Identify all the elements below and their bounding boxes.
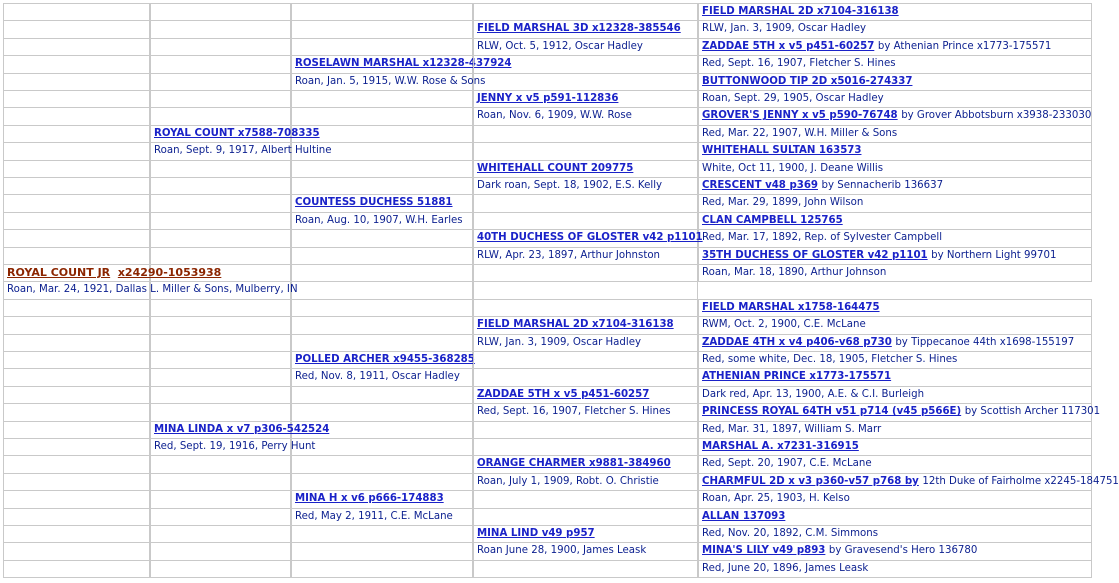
ancestor-link[interactable]: MARSHAL A. x7231-316915 bbox=[702, 441, 859, 452]
gen3-info bbox=[473, 542, 698, 560]
empty-cell bbox=[473, 194, 698, 212]
ancestor-info-text: Dark red, Apr. 13, 1900, A.E. & C.I. Burleigh bbox=[702, 388, 925, 400]
ancestor-info bbox=[698, 386, 1092, 404]
ancestor-info-text: Roan, Mar. 18, 1890, Arthur Johnson bbox=[702, 267, 887, 278]
gen2-name bbox=[291, 351, 473, 369]
gen3-info bbox=[473, 247, 698, 265]
empty-cell bbox=[473, 299, 698, 317]
gen3-info bbox=[473, 177, 698, 195]
empty-cell bbox=[3, 421, 150, 439]
ancestor-link[interactable]: FIELD MARSHAL x1758-164475 bbox=[702, 301, 880, 313]
gen3-info-text: Dark roan, Sept. 18, 1902, E.S. Kelly bbox=[477, 180, 663, 191]
empty-cell bbox=[3, 55, 150, 73]
ancestor-link[interactable]: ZADDAE 4TH x v4 p406-v68 p730 bbox=[702, 336, 892, 348]
ancestor-sire-note: by Northern Light 99701 bbox=[931, 249, 1057, 261]
empty-cell bbox=[3, 473, 150, 491]
empty-cell bbox=[291, 525, 473, 543]
ancestor-info-text: Red, some white, Dec. 18, 1905, Fletcher S. Hines bbox=[702, 354, 958, 365]
ancestor-sire-note: by Scottish Archer 117301 bbox=[964, 406, 1101, 418]
ancestor-name bbox=[698, 368, 1092, 386]
gen2-info bbox=[291, 508, 473, 526]
ancestor-info bbox=[698, 316, 1092, 334]
empty-cell bbox=[291, 20, 473, 38]
empty-cell bbox=[291, 229, 473, 247]
gen1-name bbox=[150, 125, 320, 143]
gen3-link[interactable]: JENNY x v5 p591-112836 bbox=[477, 93, 619, 104]
ancestor-info bbox=[698, 490, 1092, 508]
ancestor-link[interactable]: WHITEHALL SULTAN 163573 bbox=[702, 145, 862, 157]
empty-cell bbox=[473, 125, 698, 143]
ancestor-name bbox=[698, 107, 1092, 125]
ancestor-info-text: Red, Mar. 29, 1899, John Wilson bbox=[702, 197, 864, 209]
ancestor-link[interactable]: CHARMFUL 2D x v3 p360-v57 p768 by bbox=[702, 475, 919, 487]
empty-cell bbox=[150, 177, 291, 195]
gen3-name bbox=[473, 160, 698, 178]
empty-cell bbox=[3, 194, 150, 212]
ancestor-info bbox=[698, 160, 1092, 178]
gen2-info-text: Roan, Aug. 10, 1907, W.H. Earles bbox=[295, 214, 463, 226]
ancestor-info-text: RWM, Oct. 2, 1900, C.E. McLane bbox=[702, 319, 866, 331]
empty-cell bbox=[3, 247, 150, 265]
ancestor-info bbox=[698, 351, 1092, 369]
ancestor-info-text: Roan, Sept. 29, 1905, Oscar Hadley bbox=[702, 93, 884, 104]
empty-cell bbox=[291, 455, 473, 473]
ancestor-sire-note: by Sennacherib 136637 bbox=[821, 180, 944, 191]
empty-cell bbox=[291, 386, 473, 404]
gen3-name bbox=[473, 20, 698, 38]
empty-cell bbox=[473, 368, 698, 386]
empty-cell bbox=[150, 194, 291, 212]
empty-cell bbox=[291, 299, 473, 317]
empty-cell bbox=[473, 560, 698, 578]
empty-cell bbox=[150, 316, 291, 334]
gen2-info bbox=[291, 212, 473, 230]
gen3-info-text: Red, Sept. 16, 1907, Fletcher S. Hines bbox=[477, 406, 671, 418]
gen1-info-text: Roan, Sept. 9, 1917, Albert Hultine bbox=[154, 145, 332, 157]
empty-cell bbox=[150, 334, 291, 352]
ancestor-info-text: Red, Nov. 20, 1892, C.M. Simmons bbox=[702, 528, 879, 539]
gen1-link[interactable]: ROYAL COUNT x7588-708335 bbox=[154, 127, 320, 139]
empty-cell bbox=[3, 177, 150, 195]
ancestor-sire-note: by Grover Abbotsburn x3938-233030 bbox=[901, 110, 1092, 122]
empty-cell bbox=[150, 212, 291, 230]
ancestor-name bbox=[698, 142, 1092, 160]
empty-cell bbox=[150, 38, 291, 56]
empty-cell bbox=[3, 351, 150, 369]
empty-cell bbox=[291, 560, 473, 578]
ancestor-info bbox=[698, 194, 1092, 212]
gen3-info bbox=[473, 334, 698, 352]
gen3-link[interactable]: 40TH DUCHESS OF GLOSTER v42 p1101 bbox=[477, 232, 703, 244]
ancestor-sire-note: by Gravesend's Hero 136780 bbox=[828, 545, 978, 557]
ancestor-info bbox=[698, 20, 1092, 38]
gen3-link[interactable]: ZADDAE 5TH x v5 p451-60257 bbox=[477, 388, 650, 400]
empty-cell bbox=[3, 90, 150, 108]
empty-cell bbox=[3, 334, 150, 352]
empty-cell bbox=[473, 508, 698, 526]
gen3-link[interactable]: FIELD MARSHAL 2D x7104-316138 bbox=[477, 319, 674, 331]
empty-cell bbox=[150, 525, 291, 543]
gen3-info-text: Roan, Nov. 6, 1909, W.W. Rose bbox=[477, 110, 632, 122]
ancestor-name bbox=[698, 247, 1092, 265]
ancestor-name bbox=[698, 38, 1092, 56]
empty-cell bbox=[473, 55, 698, 73]
empty-cell bbox=[291, 90, 473, 108]
empty-cell bbox=[291, 281, 473, 299]
empty-cell bbox=[291, 3, 473, 21]
empty-cell bbox=[291, 438, 473, 456]
empty-cell bbox=[150, 3, 291, 21]
empty-cell bbox=[150, 160, 291, 178]
empty-cell bbox=[473, 438, 698, 456]
empty-cell bbox=[3, 125, 150, 143]
empty-cell bbox=[473, 421, 698, 439]
empty-cell bbox=[150, 247, 291, 265]
ancestor-info-text: Red, Sept. 16, 1907, Fletcher S. Hines bbox=[702, 58, 896, 70]
ancestor-info bbox=[698, 90, 1092, 108]
empty-cell bbox=[3, 3, 150, 21]
empty-cell bbox=[150, 386, 291, 404]
empty-cell bbox=[3, 38, 150, 56]
empty-cell bbox=[150, 90, 291, 108]
empty-cell bbox=[3, 20, 150, 38]
ancestor-info bbox=[698, 421, 1092, 439]
ancestor-name bbox=[698, 334, 1092, 352]
gen3-info-text: Roan, July 1, 1909, Robt. O. Christie bbox=[477, 475, 659, 487]
root-name bbox=[3, 264, 222, 282]
ancestor-info-text: Red, Sept. 20, 1907, C.E. McLane bbox=[702, 458, 872, 470]
gen1-info bbox=[150, 142, 332, 160]
empty-cell bbox=[473, 73, 698, 91]
gen2-info-text: Red, Nov. 8, 1911, Oscar Hadley bbox=[295, 371, 460, 383]
ancestor-link[interactable]: ZADDAE 5TH x v5 p451-60257 bbox=[702, 40, 875, 52]
ancestor-name bbox=[698, 3, 1092, 21]
empty-cell bbox=[291, 473, 473, 491]
empty-cell bbox=[150, 403, 291, 421]
gen3-info bbox=[473, 473, 698, 491]
ancestor-link[interactable]: ATHENIAN PRINCE x1773-175571 bbox=[702, 371, 892, 383]
empty-cell bbox=[3, 403, 150, 421]
ancestor-info-text: White, Oct 11, 1900, J. Deane Willis bbox=[702, 162, 884, 174]
ancestor-link[interactable]: MINA'S LILY v49 p893 bbox=[702, 545, 826, 557]
empty-cell bbox=[291, 38, 473, 56]
gen2-name bbox=[291, 55, 512, 73]
gen2-name bbox=[291, 194, 473, 212]
gen2-info bbox=[291, 368, 473, 386]
ancestor-info bbox=[698, 525, 1092, 543]
root-info bbox=[3, 281, 298, 299]
ancestor-name bbox=[698, 438, 1092, 456]
empty-cell bbox=[3, 142, 150, 160]
empty-cell bbox=[150, 20, 291, 38]
ancestor-link[interactable]: ALLAN 137093 bbox=[702, 510, 786, 522]
ancestor-link[interactable]: FIELD MARSHAL 2D x7104-316138 bbox=[702, 6, 899, 17]
empty-cell bbox=[291, 403, 473, 421]
empty-cell bbox=[473, 212, 698, 230]
gen3-name bbox=[473, 525, 698, 543]
empty-cell bbox=[150, 473, 291, 491]
empty-cell bbox=[3, 490, 150, 508]
empty-cell bbox=[150, 508, 291, 526]
gen1-info bbox=[150, 438, 316, 456]
gen3-name bbox=[473, 316, 698, 334]
ancestor-info bbox=[698, 264, 1092, 282]
ancestor-info-text: RLW, Jan. 3, 1909, Oscar Hadley bbox=[702, 23, 867, 35]
gen3-info-text: RLW, Jan. 3, 1909, Oscar Hadley bbox=[477, 336, 642, 348]
empty-cell bbox=[473, 281, 698, 299]
ancestor-name bbox=[698, 177, 1092, 195]
ancestor-sire-note: by Athenian Prince x1773-175571 bbox=[877, 40, 1052, 52]
gen1-link[interactable]: MINA LINDA x v7 p306-542524 bbox=[154, 423, 330, 435]
gen3-info bbox=[473, 38, 698, 56]
gen2-link[interactable]: COUNTESS DUCHESS 51881 bbox=[295, 197, 453, 209]
ancestor-info bbox=[698, 125, 1092, 143]
gen2-info-text: Red, May 2, 1911, C.E. McLane bbox=[295, 510, 453, 522]
empty-cell bbox=[3, 212, 150, 230]
gen2-link[interactable]: POLLED ARCHER x9455-368285 bbox=[295, 354, 475, 365]
ancestor-info-text: Red, Mar. 31, 1897, William S. Marr bbox=[702, 423, 882, 435]
ancestor-name bbox=[698, 508, 1092, 526]
ancestor-name bbox=[698, 473, 1119, 491]
gen3-name bbox=[473, 386, 698, 404]
ancestor-name bbox=[698, 73, 1092, 91]
empty-cell bbox=[150, 299, 291, 317]
empty-cell bbox=[150, 455, 291, 473]
gen3-link[interactable]: MINA LIND v49 p957 bbox=[477, 528, 595, 539]
empty-cell bbox=[291, 334, 473, 352]
empty-cell bbox=[150, 351, 291, 369]
empty-cell bbox=[3, 525, 150, 543]
empty-cell bbox=[3, 73, 150, 91]
empty-cell bbox=[3, 438, 150, 456]
empty-cell bbox=[3, 386, 150, 404]
ancestor-link[interactable]: PRINCESS ROYAL 64TH v51 p714 (v45 p566E) bbox=[702, 406, 962, 418]
empty-cell bbox=[3, 508, 150, 526]
gen2-link[interactable]: ROSELAWN MARSHAL x12328-437924 bbox=[295, 58, 512, 70]
empty-cell bbox=[3, 160, 150, 178]
empty-cell bbox=[473, 264, 698, 282]
empty-cell bbox=[473, 351, 698, 369]
gen3-link[interactable]: ORANGE CHARMER x9881-384960 bbox=[477, 458, 671, 470]
gen1-info-text: Red, Sept. 19, 1916, Perry Hunt bbox=[154, 441, 316, 452]
empty-cell bbox=[291, 107, 473, 125]
empty-cell bbox=[150, 73, 291, 91]
gen3-link[interactable]: FIELD MARSHAL 3D x12328-385546 bbox=[477, 23, 681, 35]
empty-cell bbox=[291, 177, 473, 195]
gen3-info bbox=[473, 107, 698, 125]
empty-cell bbox=[473, 490, 698, 508]
empty-cell bbox=[291, 264, 473, 282]
root-reg[interactable]: x24290-1053938 bbox=[117, 266, 222, 279]
empty-cell bbox=[3, 229, 150, 247]
empty-cell bbox=[291, 316, 473, 334]
ancestor-info bbox=[698, 560, 1092, 578]
empty-cell bbox=[150, 55, 291, 73]
empty-cell bbox=[150, 560, 291, 578]
empty-cell bbox=[150, 107, 291, 125]
gen3-name bbox=[473, 90, 698, 108]
empty-cell bbox=[150, 542, 291, 560]
gen1-name bbox=[150, 421, 330, 439]
empty-cell bbox=[3, 316, 150, 334]
gen3-link[interactable]: WHITEHALL COUNT 209775 bbox=[477, 162, 634, 174]
ancestor-link[interactable]: BUTTONWOOD TIP 2D x5016-274337 bbox=[702, 75, 913, 87]
gen2-info bbox=[291, 73, 486, 91]
ancestor-name bbox=[698, 212, 1092, 230]
ancestor-link[interactable]: 35TH DUCHESS OF GLOSTER v42 p1101 bbox=[702, 249, 928, 261]
ancestor-info bbox=[698, 229, 1092, 247]
ancestor-info-text: Red, June 20, 1896, James Leask bbox=[702, 562, 869, 574]
ancestor-info bbox=[698, 55, 1092, 73]
empty-cell bbox=[291, 542, 473, 560]
root-link[interactable]: ROYAL COUNT JR bbox=[7, 266, 111, 279]
empty-cell bbox=[473, 142, 698, 160]
ancestor-name bbox=[698, 299, 1092, 317]
gen3-info-text: RLW, Apr. 23, 1897, Arthur Johnston bbox=[477, 249, 661, 261]
empty-cell bbox=[150, 490, 291, 508]
gen3-info bbox=[473, 403, 698, 421]
empty-cell bbox=[3, 455, 150, 473]
ancestor-name bbox=[698, 542, 1092, 560]
empty-cell bbox=[291, 160, 473, 178]
ancestor-info-text: Roan, Apr. 25, 1903, H. Kelso bbox=[702, 493, 850, 505]
ancestor-info-text: Red, Mar. 22, 1907, W.H. Miller & Sons bbox=[702, 127, 898, 139]
gen2-link[interactable]: MINA H x v6 p666-174883 bbox=[295, 493, 444, 505]
empty-cell bbox=[291, 247, 473, 265]
gen3-info-text: Roan June 28, 1900, James Leask bbox=[477, 545, 647, 557]
ancestor-link[interactable]: GROVER'S JENNY x v5 p590-76748 bbox=[702, 110, 898, 122]
gen2-info-text: Roan, Jan. 5, 1915, W.W. Rose & Sons bbox=[295, 75, 486, 87]
empty-cell bbox=[3, 299, 150, 317]
empty-cell bbox=[3, 542, 150, 560]
ancestor-link[interactable]: CRESCENT v48 p369 bbox=[702, 180, 818, 191]
ancestor-link[interactable]: CLAN CAMPBELL 125765 bbox=[702, 214, 843, 226]
ancestor-info bbox=[698, 455, 1092, 473]
gen3-info-text: RLW, Oct. 5, 1912, Oscar Hadley bbox=[477, 40, 643, 52]
empty-cell bbox=[3, 368, 150, 386]
gen2-name bbox=[291, 490, 473, 508]
root-info-text: Roan, Mar. 24, 1921, Dallas L. Miller & Sons, Mulberry, IN bbox=[7, 284, 298, 296]
empty-cell bbox=[473, 3, 698, 21]
ancestor-sire-note: by Tippecanoe 44th x1698-155197 bbox=[895, 336, 1075, 348]
empty-cell bbox=[3, 107, 150, 125]
gen3-name bbox=[473, 455, 698, 473]
empty-cell bbox=[150, 229, 291, 247]
ancestor-info-text: Red, Mar. 17, 1892, Rep. of Sylvester Campbell bbox=[702, 232, 943, 244]
gen3-name bbox=[473, 229, 703, 247]
ancestor-name bbox=[698, 403, 1101, 421]
ancestor-sire-note: 12th Duke of Fairholme x2245-184751 bbox=[922, 475, 1119, 487]
empty-cell bbox=[3, 560, 150, 578]
empty-cell bbox=[150, 368, 291, 386]
